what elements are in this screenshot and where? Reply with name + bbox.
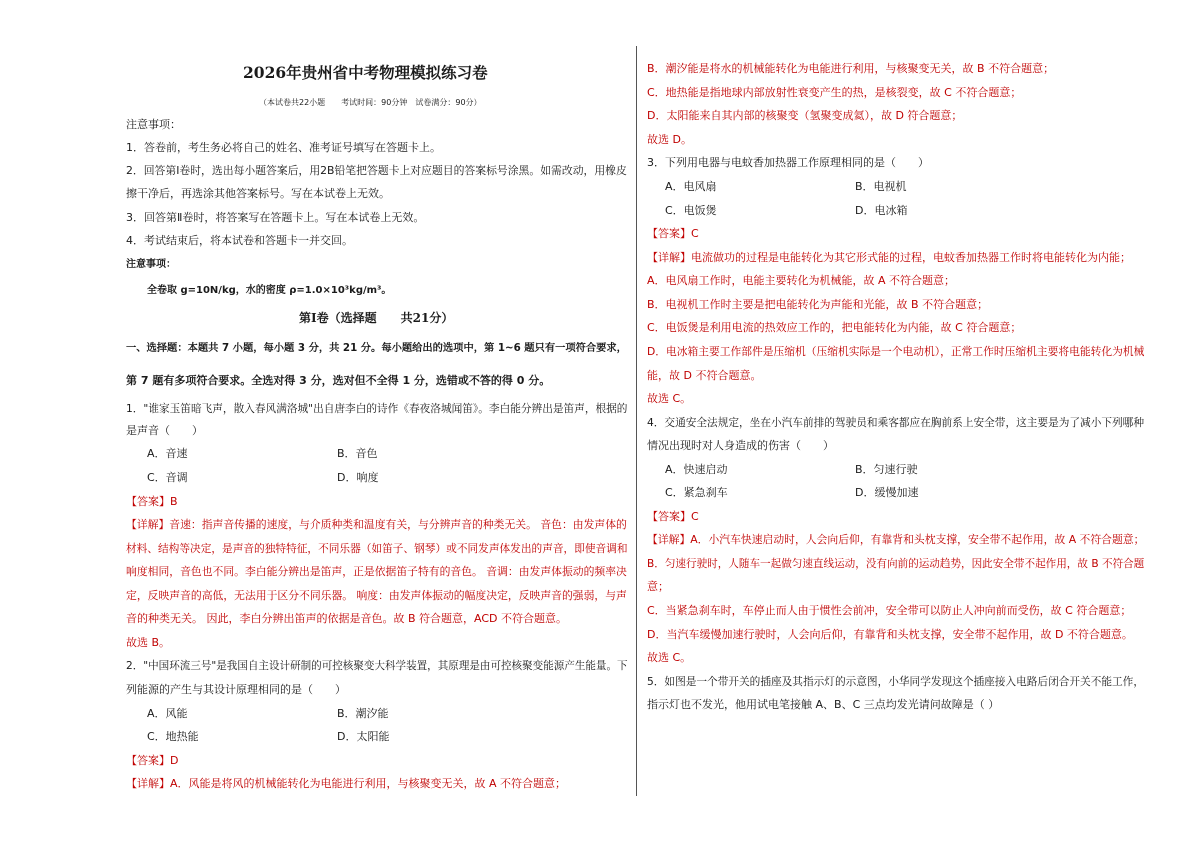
conclusion: 故选 D。	[647, 133, 692, 146]
constants-line: 全卷取 g=10N/kg，水的密度 ρ=1.0×10³kg/m³。	[147, 285, 392, 296]
option-d: D．缓慢加速	[855, 486, 919, 499]
option-c: C．音调	[147, 471, 188, 484]
detail-line: 【详解】A．小汽车快速启动时，人会向后仰，有靠背和头枕支撑，安全带不起作用，故 A 不符合题意；	[647, 533, 1145, 546]
option-a: A．快速启动	[665, 463, 728, 476]
detail-line: 材料、结构等决定，是声音的独特特征，不同乐器（如笛子、钢琴）或不同发声体发出的声音，即使音调和	[126, 542, 628, 555]
conclusion: 故选 B。	[126, 636, 171, 649]
detail-line: D．太阳能来自其内部的核聚变（氢聚变成氦），故 D 符合题意；	[647, 109, 963, 122]
option-d: D．太阳能	[337, 730, 390, 743]
detail-line: C．电饭煲是利用电流的热效应工作的，把电能转化为内能，故 C 符合题意；	[647, 321, 1022, 334]
detail-line: 音的种类无关。 因此，李白分辨出笛声的依据是音色。故 B 符合题意，ACD 不符合题意。	[126, 612, 568, 625]
detail-line: A．电风扇工作时，电能主要转化为机械能，故 A 不符合题意；	[647, 274, 956, 287]
detail-line: B．匀速行驶时，人随车一起做匀速直线运动，没有向前的运动趋势，因此安全带不起作用，故 B 不符合题	[647, 558, 1145, 570]
notice-line: 3．回答第Ⅱ卷时，将答案写在答题卡上。写在本试卷上无效。	[126, 211, 425, 224]
conclusion: 故选 C。	[647, 392, 692, 405]
option-a: A．音速	[147, 447, 188, 460]
question-stem: 指示灯也不发光，他用试电笔接触 A、B、C 三点均发光请问故障是（ ）	[647, 698, 1000, 711]
notice-line: 2．回答第Ⅰ卷时，选出每小题答案后，用2B铅笔把答题卡上对应题目的答案标号涂黑。如需改动，用橡皮	[126, 164, 627, 177]
option-d: D．响度	[337, 471, 379, 484]
notice-line: 擦干净后，再选涂其他答案标号。写在本试卷上无效。	[126, 187, 390, 200]
detail-line: D．电冰箱主要工作部件是压缩机（压缩机实际是一个电动机），正常工作时压缩机主要将电能转化为机械	[647, 345, 1145, 358]
option-a: A．风能	[147, 707, 188, 720]
detail-line: 【详解】音速：指声音传播的速度，与介质种类和温度有关，与分辨声音的种类无关。 音色：由发声体的	[126, 518, 627, 531]
notice-heading: 注意事项：	[126, 118, 181, 131]
notice-line: 4．考试结束后，将本试卷和答题卡一并交回。	[126, 234, 353, 247]
question-stem: 3．下列用电器与电蚊香加热器工作原理相同的是（ ）	[647, 156, 929, 169]
detail-line: 意；	[647, 580, 669, 593]
question-stem: 4．交通安全法规定，坐在小汽车前排的驾驶员和乘客都应在胸前系上安全带，这主要是为了减小下列哪种	[647, 416, 1144, 429]
detail-line: 【详解】A．风能是将风的机械能转化为电能进行利用，与核聚变无关，故 A 不符合题意；	[126, 777, 567, 790]
detail-line: 【详解】电流做功的过程是电能转化为其它形式能的过程，电蚊香加热器工作时将电能转化为内能；	[647, 251, 1131, 264]
question-stem: 情况出现时对人身造成的伤害（ ）	[647, 439, 834, 452]
option-c: C．地热能	[147, 730, 199, 743]
part-instruction: 第 7 题有多项符合要求。全选对得 3 分，选对但不全得 1 分，选错或不答的得 0 分。	[126, 374, 551, 387]
exam-subtitle: （本试卷共22小题 考试时间：90分钟 试卷满分：90分）	[259, 98, 482, 107]
detail-line: B．电视机工作时主要是把电能转化为声能和光能，故 B 不符合题意；	[647, 298, 989, 311]
option-c: C．电饭煲	[665, 204, 717, 217]
option-b: B．音色	[337, 447, 378, 460]
option-d: D．电冰箱	[855, 204, 908, 217]
option-b: B．潮汐能	[337, 707, 389, 720]
conclusion: 故选 C。	[647, 651, 692, 664]
answer-label: 【答案】C	[647, 510, 699, 523]
question-stem: 是声音（ ）	[126, 424, 203, 437]
notice-line: 1．答卷前，考生务必将自己的姓名、准考证号填写在答题卡上。	[126, 141, 441, 154]
detail-line: C．当紧急刹车时，车停止而人由于惯性会前冲，安全带可以防止人冲向前而受伤，故 C 符合题意；	[647, 604, 1132, 617]
answer-label: 【答案】C	[647, 227, 699, 240]
detail-line: 能，故 D 不符合题意。	[647, 369, 762, 382]
question-stem: 1．"谁家玉笛暗飞声，散入春风满洛城"出自唐李白的诗作《春夜洛城闻笛》。李白能分辨出是笛声，根据的	[126, 402, 628, 415]
question-stem: 列能源的产生与其设计原理相同的是（ ）	[126, 683, 346, 696]
option-c: C．紧急刹车	[665, 486, 728, 499]
section-title: 第Ⅰ卷（选择题 共21分）	[299, 311, 454, 325]
detail-line: B．潮汐能是将水的机械能转化为电能进行利用，与核聚变无关，故 B 不符合题意；	[647, 62, 1055, 75]
detail-line: D．当汽车缓慢加速行驶时，人会向后仰，有靠背和头枕支撑，安全带不起作用，故 D 不符合题意。	[647, 628, 1133, 641]
exam-title: 2026年贵州省中考物理模拟练习卷	[243, 63, 488, 82]
detail-line: C．地热能是指地球内部放射性衰变产生的热，是核裂变，故 C 不符合题意；	[647, 86, 1022, 99]
notice2-heading: 注意事项：	[126, 259, 176, 270]
option-b: B．电视机	[855, 180, 907, 193]
option-a: A．电风扇	[665, 180, 717, 193]
question-stem: 2．"中国环流三号"是我国自主设计研制的可控核聚变大科学装置，其原理是由可控核聚变能源产生能量。下	[126, 660, 628, 672]
column-divider	[636, 46, 637, 796]
option-b: B．匀速行驶	[855, 463, 918, 476]
question-stem: 5．如图是一个带开关的插座及其指示灯的示意图，小华同学发现这个插座接入电路后闭合开关不能工作，	[647, 675, 1144, 688]
answer-label: 【答案】D	[126, 754, 179, 767]
detail-line: 响度相同，音色也不同。李白能分辨出是笛声，正是依据笛子特有的音色。 音调：由发声体振动的频率决	[126, 565, 627, 578]
detail-line: 定，反映声音的高低，无法用于区分不同乐器。 响度：由发声体振动的幅度决定，反映声音的强弱，与声	[126, 589, 627, 602]
answer-label: 【答案】B	[126, 495, 178, 508]
part-instruction: 一、选择题：本题共 7 小题，每小题 3 分，共 21 分。每小题给出的选项中，第 1~6 题只有一项符合要求，	[126, 342, 627, 354]
